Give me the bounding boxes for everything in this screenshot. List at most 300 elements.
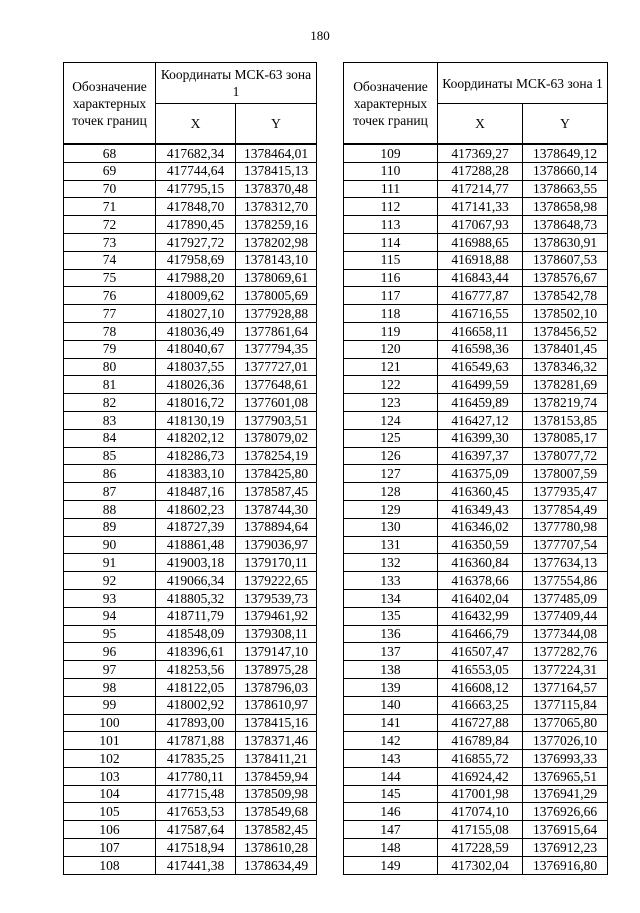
coord-x: 418027,10 xyxy=(156,305,236,323)
point-number: 98 xyxy=(64,678,156,696)
coord-x: 417074,10 xyxy=(438,803,523,821)
coord-y: 1377224,31 xyxy=(523,661,608,679)
point-number: 141 xyxy=(344,714,438,732)
coord-x: 416378,66 xyxy=(438,572,523,590)
table-row xyxy=(64,678,317,696)
coord-x: 417228,59 xyxy=(438,839,523,857)
point-number: 146 xyxy=(344,803,438,821)
coord-x: 417653,53 xyxy=(156,803,236,821)
coord-y: 1377903,51 xyxy=(236,411,317,429)
table-row xyxy=(344,500,608,518)
coord-x: 418396,61 xyxy=(156,643,236,661)
coord-x: 416855,72 xyxy=(438,750,523,768)
table-row xyxy=(64,251,317,269)
point-number: 130 xyxy=(344,518,438,536)
point-number: 129 xyxy=(344,500,438,518)
table-row xyxy=(64,376,317,394)
point-number: 149 xyxy=(344,856,438,874)
coord-x: 416360,84 xyxy=(438,554,523,572)
coord-y: 1378079,02 xyxy=(236,429,317,447)
point-number: 132 xyxy=(344,554,438,572)
coord-x: 416608,12 xyxy=(438,678,523,696)
coord-x: 418009,62 xyxy=(156,287,236,305)
coord-x: 418805,32 xyxy=(156,589,236,607)
coord-y: 1379539,73 xyxy=(236,589,317,607)
header-coord-group: Координаты МСК-63 зона 1 xyxy=(438,63,608,104)
table-row xyxy=(344,180,608,198)
coord-x: 418037,55 xyxy=(156,358,236,376)
coord-x: 416459,89 xyxy=(438,394,523,412)
coord-y: 1376993,33 xyxy=(523,750,608,768)
coord-y: 1378085,17 xyxy=(523,429,608,447)
point-number: 127 xyxy=(344,465,438,483)
table-row xyxy=(344,839,608,857)
coord-x: 417518,94 xyxy=(156,839,236,857)
coord-x: 418026,36 xyxy=(156,376,236,394)
coord-x: 418036,49 xyxy=(156,322,236,340)
point-number: 93 xyxy=(64,589,156,607)
coord-y: 1377554,86 xyxy=(523,572,608,590)
coord-y: 1378744,30 xyxy=(236,500,317,518)
coord-y: 1378259,16 xyxy=(236,216,317,234)
coord-y: 1377485,09 xyxy=(523,589,608,607)
point-number: 92 xyxy=(64,572,156,590)
table-row xyxy=(64,483,317,501)
coord-x: 418130,19 xyxy=(156,411,236,429)
table-row xyxy=(64,554,317,572)
point-number: 112 xyxy=(344,198,438,216)
coord-x: 417587,64 xyxy=(156,821,236,839)
table-row xyxy=(344,625,608,643)
coord-x: 417369,27 xyxy=(438,144,523,162)
table-row xyxy=(64,536,317,554)
table-row xyxy=(64,518,317,536)
coord-x: 416402,04 xyxy=(438,589,523,607)
coord-y: 1378634,49 xyxy=(236,856,317,874)
point-number: 136 xyxy=(344,625,438,643)
coord-x: 418253,56 xyxy=(156,661,236,679)
point-number: 97 xyxy=(64,661,156,679)
point-number: 124 xyxy=(344,411,438,429)
coord-y: 1379036,97 xyxy=(236,536,317,554)
coord-y: 1378649,12 xyxy=(523,144,608,162)
point-number: 86 xyxy=(64,465,156,483)
coord-x: 417715,48 xyxy=(156,785,236,803)
coord-x: 418002,92 xyxy=(156,696,236,714)
header-x: X xyxy=(438,104,523,145)
point-number: 106 xyxy=(64,821,156,839)
point-number: 142 xyxy=(344,732,438,750)
point-number: 131 xyxy=(344,536,438,554)
coord-y: 1379461,92 xyxy=(236,607,317,625)
coord-y: 1379222,65 xyxy=(236,572,317,590)
table-row xyxy=(344,803,608,821)
coord-x: 416716,55 xyxy=(438,305,523,323)
coord-y: 1378663,55 xyxy=(523,180,608,198)
coord-x: 418711,79 xyxy=(156,607,236,625)
point-number: 70 xyxy=(64,180,156,198)
point-number: 96 xyxy=(64,643,156,661)
coord-y: 1378370,48 xyxy=(236,180,317,198)
coord-y: 1376965,51 xyxy=(523,767,608,785)
coord-y: 1377282,76 xyxy=(523,643,608,661)
point-number: 79 xyxy=(64,340,156,358)
table-row xyxy=(344,678,608,696)
coord-x: 417288,28 xyxy=(438,162,523,180)
coord-x: 418122,05 xyxy=(156,678,236,696)
point-number: 111 xyxy=(344,180,438,198)
coord-x: 417795,15 xyxy=(156,180,236,198)
coord-y: 1378219,74 xyxy=(523,394,608,412)
coordinates-table-right xyxy=(343,62,608,875)
table-row xyxy=(344,411,608,429)
point-number: 69 xyxy=(64,162,156,180)
point-number: 85 xyxy=(64,447,156,465)
coord-y: 1378281,69 xyxy=(523,376,608,394)
point-number: 95 xyxy=(64,625,156,643)
coord-x: 416918,88 xyxy=(438,251,523,269)
coord-x: 416658,11 xyxy=(438,322,523,340)
coord-x: 416466,79 xyxy=(438,625,523,643)
table-row xyxy=(64,661,317,679)
coord-x: 416507,47 xyxy=(438,643,523,661)
point-number: 87 xyxy=(64,483,156,501)
point-number: 100 xyxy=(64,714,156,732)
table-row xyxy=(64,287,317,305)
table-row xyxy=(64,216,317,234)
coord-y: 1377794,35 xyxy=(236,340,317,358)
coord-y: 1378630,91 xyxy=(523,233,608,251)
table-row xyxy=(64,803,317,821)
coord-y: 1378143,10 xyxy=(236,251,317,269)
coord-y: 1376926,66 xyxy=(523,803,608,821)
coord-x: 418487,16 xyxy=(156,483,236,501)
coord-y: 1378607,53 xyxy=(523,251,608,269)
coord-y: 1377065,80 xyxy=(523,714,608,732)
table-body xyxy=(64,144,317,874)
coord-x: 417780,11 xyxy=(156,767,236,785)
point-number: 81 xyxy=(64,376,156,394)
coord-y: 1378415,16 xyxy=(236,714,317,732)
table-row xyxy=(344,518,608,536)
point-number: 147 xyxy=(344,821,438,839)
table-body xyxy=(344,144,608,874)
table-row xyxy=(64,767,317,785)
coord-y: 1378346,32 xyxy=(523,358,608,376)
coord-y: 1378312,70 xyxy=(236,198,317,216)
coord-y: 1377409,44 xyxy=(523,607,608,625)
table-row xyxy=(344,287,608,305)
coord-x: 416988,65 xyxy=(438,233,523,251)
table-row xyxy=(344,233,608,251)
coord-x: 416663,25 xyxy=(438,696,523,714)
coord-x: 418286,73 xyxy=(156,447,236,465)
point-number: 122 xyxy=(344,376,438,394)
table-row xyxy=(64,269,317,287)
point-number: 121 xyxy=(344,358,438,376)
header-coord-group: Координаты МСК-63 зона 1 xyxy=(156,63,317,104)
table-row xyxy=(64,180,317,198)
table-row xyxy=(64,643,317,661)
coord-y: 1378077,72 xyxy=(523,447,608,465)
point-number: 138 xyxy=(344,661,438,679)
point-number: 115 xyxy=(344,251,438,269)
table-row xyxy=(64,162,317,180)
table-row xyxy=(344,358,608,376)
coord-x: 416553,05 xyxy=(438,661,523,679)
coord-y: 1379170,11 xyxy=(236,554,317,572)
point-number: 78 xyxy=(64,322,156,340)
point-number: 90 xyxy=(64,536,156,554)
table-row xyxy=(64,839,317,857)
point-number: 75 xyxy=(64,269,156,287)
header-designation: Обозначение характерных точек границ xyxy=(344,63,438,145)
coord-y: 1377115,84 xyxy=(523,696,608,714)
coord-y: 1378576,67 xyxy=(523,269,608,287)
table-row xyxy=(344,856,608,874)
coord-y: 1378401,45 xyxy=(523,340,608,358)
point-number: 104 xyxy=(64,785,156,803)
point-number: 114 xyxy=(344,233,438,251)
table-row xyxy=(64,198,317,216)
point-number: 113 xyxy=(344,216,438,234)
header-designation: Обозначение характерных точек границ xyxy=(64,63,156,145)
coord-x: 419066,34 xyxy=(156,572,236,590)
table-row xyxy=(64,589,317,607)
coord-y: 1378658,98 xyxy=(523,198,608,216)
point-number: 128 xyxy=(344,483,438,501)
table-row xyxy=(344,767,608,785)
coord-y: 1378005,69 xyxy=(236,287,317,305)
table-row xyxy=(344,465,608,483)
coord-y: 1378549,68 xyxy=(236,803,317,821)
coord-x: 419003,18 xyxy=(156,554,236,572)
coord-y: 1378975,28 xyxy=(236,661,317,679)
point-number: 103 xyxy=(64,767,156,785)
point-number: 144 xyxy=(344,767,438,785)
coord-y: 1377707,54 xyxy=(523,536,608,554)
table-row xyxy=(344,554,608,572)
coord-y: 1377648,61 xyxy=(236,376,317,394)
coord-y: 1378660,14 xyxy=(523,162,608,180)
coord-y: 1378415,13 xyxy=(236,162,317,180)
coord-x: 418383,10 xyxy=(156,465,236,483)
table-row xyxy=(344,394,608,412)
point-number: 109 xyxy=(344,144,438,162)
coord-y: 1378542,78 xyxy=(523,287,608,305)
coord-x: 417141,33 xyxy=(438,198,523,216)
table-row xyxy=(64,500,317,518)
coord-y: 1378007,59 xyxy=(523,465,608,483)
coord-x: 416349,43 xyxy=(438,500,523,518)
coord-y: 1378459,94 xyxy=(236,767,317,785)
coord-y: 1378153,85 xyxy=(523,411,608,429)
coord-x: 418548,09 xyxy=(156,625,236,643)
point-number: 83 xyxy=(64,411,156,429)
coord-x: 417848,70 xyxy=(156,198,236,216)
point-number: 125 xyxy=(344,429,438,447)
coord-y: 1376912,23 xyxy=(523,839,608,857)
coord-y: 1378610,97 xyxy=(236,696,317,714)
coord-x: 416598,36 xyxy=(438,340,523,358)
table-row xyxy=(344,162,608,180)
coord-x: 416843,44 xyxy=(438,269,523,287)
point-number: 105 xyxy=(64,803,156,821)
table-row xyxy=(64,856,317,874)
coord-x: 418861,48 xyxy=(156,536,236,554)
coord-x: 418016,72 xyxy=(156,394,236,412)
point-number: 84 xyxy=(64,429,156,447)
table-row xyxy=(64,144,317,162)
point-number: 118 xyxy=(344,305,438,323)
table-row xyxy=(344,572,608,590)
table-row xyxy=(344,198,608,216)
point-number: 126 xyxy=(344,447,438,465)
coord-y: 1379147,10 xyxy=(236,643,317,661)
table-row xyxy=(64,785,317,803)
coord-x: 417441,38 xyxy=(156,856,236,874)
point-number: 134 xyxy=(344,589,438,607)
coord-x: 416375,09 xyxy=(438,465,523,483)
coord-x: 416499,59 xyxy=(438,376,523,394)
coord-y: 1377861,64 xyxy=(236,322,317,340)
table-row xyxy=(344,714,608,732)
table-row xyxy=(64,233,317,251)
table-row xyxy=(344,144,608,162)
coord-y: 1377344,08 xyxy=(523,625,608,643)
table-row xyxy=(64,340,317,358)
coord-x: 417927,72 xyxy=(156,233,236,251)
table-row xyxy=(344,429,608,447)
coord-x: 417744,64 xyxy=(156,162,236,180)
table-row xyxy=(344,340,608,358)
point-number: 101 xyxy=(64,732,156,750)
header-x: X xyxy=(156,104,236,145)
point-number: 119 xyxy=(344,322,438,340)
table-row xyxy=(64,429,317,447)
coord-x: 416727,88 xyxy=(438,714,523,732)
coord-x: 417067,93 xyxy=(438,216,523,234)
table-row xyxy=(344,269,608,287)
coord-x: 417871,88 xyxy=(156,732,236,750)
point-number: 94 xyxy=(64,607,156,625)
coord-x: 418202,12 xyxy=(156,429,236,447)
coord-y: 1377634,13 xyxy=(523,554,608,572)
table-row xyxy=(64,625,317,643)
table-row xyxy=(344,589,608,607)
coord-y: 1377928,88 xyxy=(236,305,317,323)
coord-x: 417155,08 xyxy=(438,821,523,839)
coord-y: 1378371,46 xyxy=(236,732,317,750)
coord-x: 417988,20 xyxy=(156,269,236,287)
coord-x: 417893,00 xyxy=(156,714,236,732)
point-number: 102 xyxy=(64,750,156,768)
table-row xyxy=(344,732,608,750)
point-number: 148 xyxy=(344,839,438,857)
coordinates-table-left xyxy=(63,62,317,875)
point-number: 108 xyxy=(64,856,156,874)
point-number: 76 xyxy=(64,287,156,305)
table-row xyxy=(64,305,317,323)
table-row xyxy=(344,447,608,465)
point-number: 74 xyxy=(64,251,156,269)
point-number: 135 xyxy=(344,607,438,625)
coord-y: 1377601,08 xyxy=(236,394,317,412)
point-number: 71 xyxy=(64,198,156,216)
coord-x: 416346,02 xyxy=(438,518,523,536)
point-number: 143 xyxy=(344,750,438,768)
coord-y: 1378587,45 xyxy=(236,483,317,501)
point-number: 145 xyxy=(344,785,438,803)
coord-x: 418602,23 xyxy=(156,500,236,518)
point-number: 116 xyxy=(344,269,438,287)
coord-y: 1378202,98 xyxy=(236,233,317,251)
point-number: 77 xyxy=(64,305,156,323)
table-row xyxy=(64,572,317,590)
coord-y: 1378464,01 xyxy=(236,144,317,162)
table-row xyxy=(344,661,608,679)
table-row xyxy=(344,322,608,340)
coord-y: 1378069,61 xyxy=(236,269,317,287)
point-number: 89 xyxy=(64,518,156,536)
table-row xyxy=(344,305,608,323)
coord-y: 1378509,98 xyxy=(236,785,317,803)
coord-y: 1378456,52 xyxy=(523,322,608,340)
table-row xyxy=(64,821,317,839)
table-row xyxy=(344,607,608,625)
table-row xyxy=(64,750,317,768)
coord-y: 1376941,29 xyxy=(523,785,608,803)
table-row xyxy=(64,394,317,412)
point-number: 140 xyxy=(344,696,438,714)
coord-y: 1376915,64 xyxy=(523,821,608,839)
table-row xyxy=(344,483,608,501)
point-number: 117 xyxy=(344,287,438,305)
point-number: 110 xyxy=(344,162,438,180)
point-number: 72 xyxy=(64,216,156,234)
coord-x: 417958,69 xyxy=(156,251,236,269)
coord-y: 1377854,49 xyxy=(523,500,608,518)
point-number: 137 xyxy=(344,643,438,661)
coord-x: 416399,30 xyxy=(438,429,523,447)
coord-y: 1377727,01 xyxy=(236,358,317,376)
point-number: 91 xyxy=(64,554,156,572)
point-number: 88 xyxy=(64,500,156,518)
coord-x: 416360,45 xyxy=(438,483,523,501)
coord-y: 1378425,80 xyxy=(236,465,317,483)
coord-y: 1376916,80 xyxy=(523,856,608,874)
coord-x: 417001,98 xyxy=(438,785,523,803)
coord-y: 1378411,21 xyxy=(236,750,317,768)
point-number: 68 xyxy=(64,144,156,162)
point-number: 120 xyxy=(344,340,438,358)
point-number: 139 xyxy=(344,678,438,696)
coord-y: 1378582,45 xyxy=(236,821,317,839)
point-number: 123 xyxy=(344,394,438,412)
coord-x: 416789,84 xyxy=(438,732,523,750)
table-row xyxy=(344,251,608,269)
coord-y: 1378254,19 xyxy=(236,447,317,465)
table-row xyxy=(344,696,608,714)
table-row xyxy=(64,411,317,429)
coord-y: 1378796,03 xyxy=(236,678,317,696)
table-row xyxy=(64,696,317,714)
page-number: 180 xyxy=(310,28,330,43)
point-number: 107 xyxy=(64,839,156,857)
coord-x: 418727,39 xyxy=(156,518,236,536)
coord-x: 417682,34 xyxy=(156,144,236,162)
table-row xyxy=(344,750,608,768)
